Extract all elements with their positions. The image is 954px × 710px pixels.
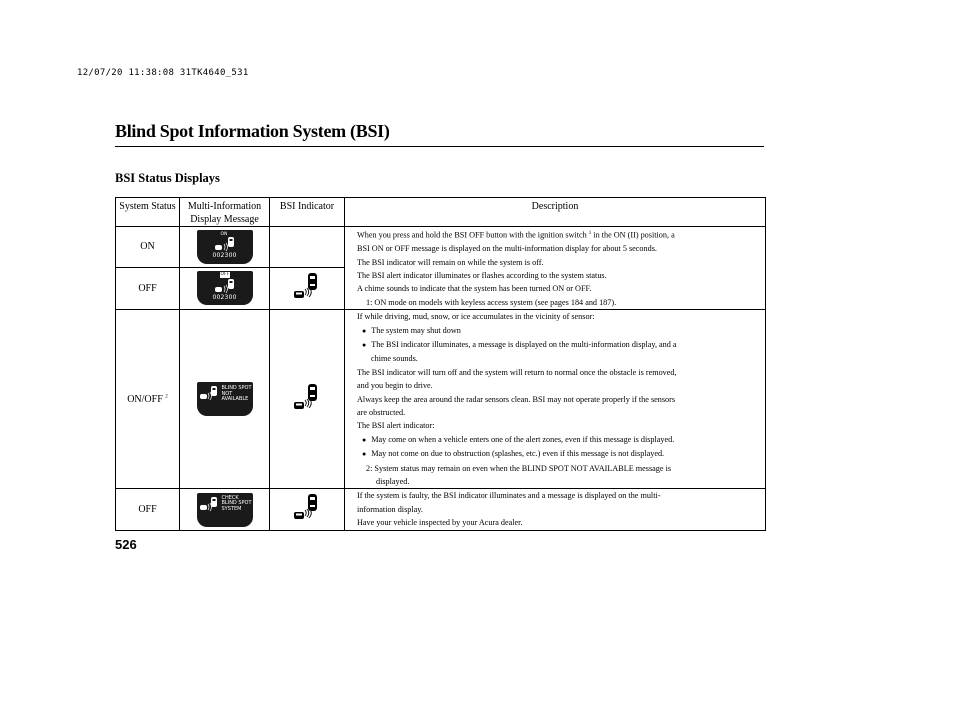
indicator-cell bbox=[270, 267, 345, 310]
page-number: 526 bbox=[115, 537, 137, 552]
status-cell: ON bbox=[116, 227, 180, 268]
display-check-system-icon bbox=[197, 493, 253, 527]
display-text: BLIND SPOT bbox=[221, 385, 252, 392]
display-text: OFF bbox=[220, 272, 230, 278]
display-text: CHECK bbox=[221, 494, 239, 501]
display-on-icon bbox=[197, 230, 253, 264]
description-cell: If the system is faulty, the BSI indicator illuminates and a message is displayed on the multi- information display. Have your vehicle inspected by your Acura dealer. bbox=[345, 489, 766, 530]
display-cell bbox=[180, 267, 270, 310]
description-cell: If while driving, mud, snow, or ice accumulates in the vicinity of sensor: ● The system may shut down ● The BSI indicator illuminates, a message is displayed on the multi-information display, and a chime sounds. The BSI indicator will turn off and the system will return to normal once the obstacle is removed, and you begin to drive. Always keep the area around the radar sensors clean. BSI may not operate properly if the sensors are obstructed. The BSI alert indicator: ● May come on when a vehicle enters one of the alert zones, even if this message is displayed. ● May not come on due to obstruction (splashes, etc.) even if this message is not displayed. 2: System status may remain on even when the BLIND SPOT NOT AVAILABLE message is displayed. bbox=[345, 310, 766, 489]
section-title: BSI Status Displays bbox=[115, 171, 220, 185]
display-cell bbox=[180, 310, 270, 489]
bsi-indicator-icon bbox=[292, 382, 322, 412]
display-text: SYSTEM bbox=[221, 505, 242, 512]
table-row bbox=[116, 310, 766, 489]
bsi-indicator-icon bbox=[292, 492, 322, 522]
odometer-text: 002300 bbox=[212, 251, 237, 259]
display-cell bbox=[180, 489, 270, 530]
header-display-message: Multi-Information Display Message bbox=[180, 198, 270, 227]
bsi-status-table bbox=[115, 197, 766, 531]
title-divider bbox=[115, 146, 764, 147]
odometer-text: 002300 bbox=[212, 294, 237, 302]
table-header-row bbox=[116, 198, 766, 227]
status-cell: OFF bbox=[116, 489, 180, 530]
display-text: ON bbox=[220, 231, 228, 237]
display-off-icon bbox=[197, 271, 253, 305]
indicator-cell bbox=[270, 489, 345, 530]
display-text: NOT bbox=[221, 390, 233, 397]
indicator-cell bbox=[270, 310, 345, 489]
display-not-available-icon bbox=[197, 382, 253, 416]
table-row bbox=[116, 489, 766, 530]
bsi-indicator-icon bbox=[292, 271, 322, 301]
table-row bbox=[116, 227, 766, 268]
status-cell: ON/OFF $^2$ bbox=[116, 310, 180, 489]
status-cell: OFF bbox=[116, 267, 180, 310]
header-system-status: System Status bbox=[116, 198, 180, 227]
indicator-cell bbox=[270, 227, 345, 268]
display-cell bbox=[180, 227, 270, 268]
display-text: AVAILABLE bbox=[221, 396, 249, 403]
print-stamp: 12/07/20 11:38:08 31TK4640_531 bbox=[77, 68, 249, 78]
header-description: Description bbox=[345, 198, 766, 227]
display-text: BLIND SPOT bbox=[221, 500, 252, 507]
header-bsi-indicator: BSI Indicator bbox=[270, 198, 345, 227]
page-title: Blind Spot Information System (BSI) bbox=[115, 121, 390, 141]
description-cell: When you press and hold the BSI OFF button with the ignition switch $^1$ in the ON (II) position, a BSI ON or OFF message is displayed on the multi-information display for about 5 seconds. The BSI indicator will remain on while the system is off. The BSI alert indicator illuminates or flashes according to the system status. A chime sounds to indicate that the system has been turned ON or OFF. 1: ON mode on models with keyless access system (see pages 184 and 187). bbox=[345, 227, 766, 310]
